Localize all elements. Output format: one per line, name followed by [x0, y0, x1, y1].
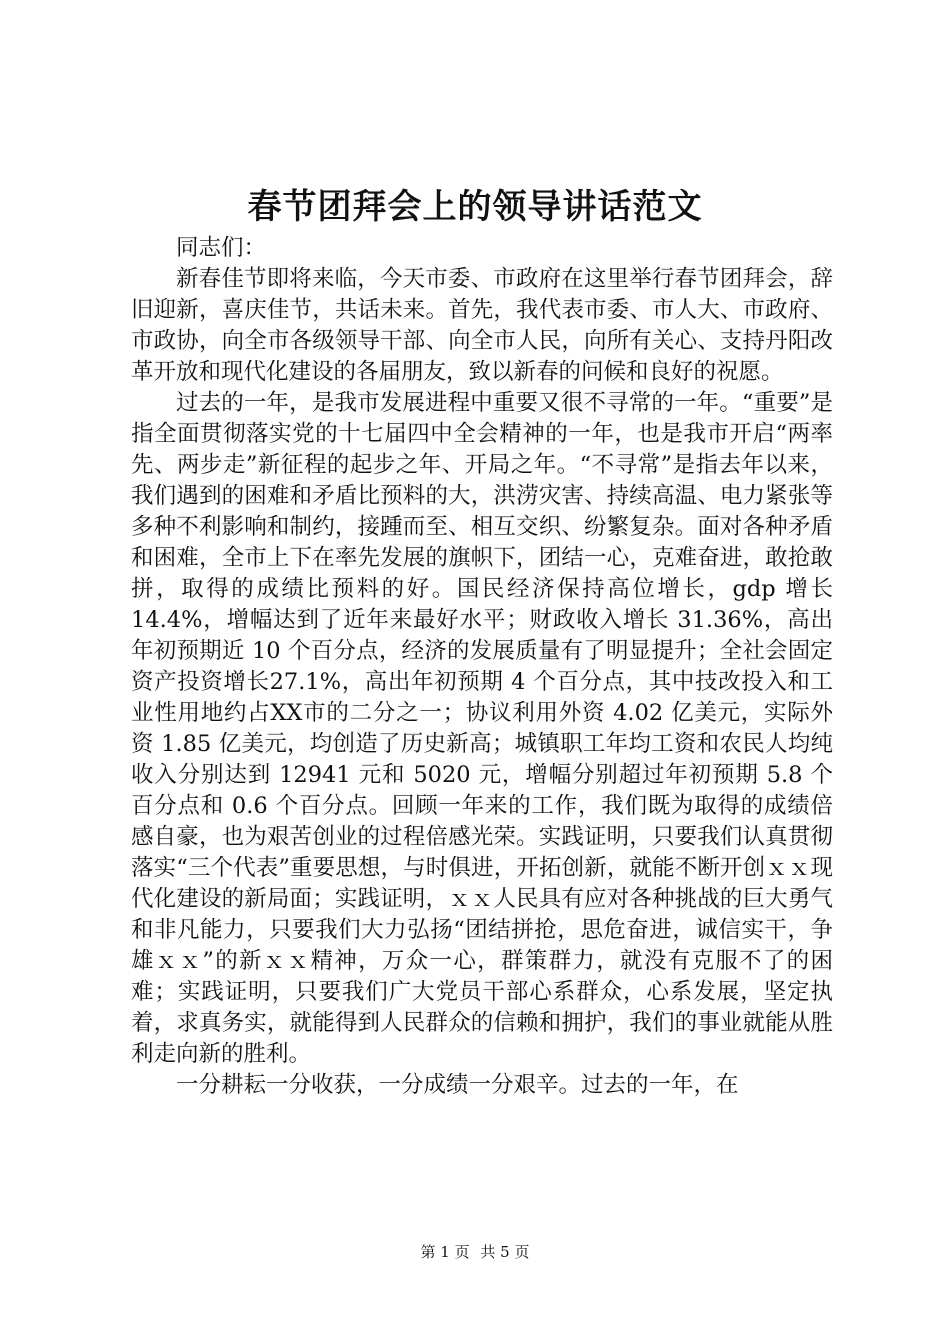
page-number-total: 共 5 页: [480, 1243, 530, 1261]
greeting-line: 同志们：: [176, 235, 267, 261]
paragraph-3: 一分耕耘一分收获，一分成绩一分艰辛。过去的一年，在: [176, 1072, 739, 1098]
document-body: [131, 233, 833, 1101]
paragraph-2: 过去的一年，是我市发展进程中重要又很不寻常的一年。“重要”是指全面贯彻落实党的十七届四中全会精神的一年，也是我市开启“两率先、两步走”新征程的起步之年、开局之年。“不寻常”是指去年以来，我们遇到的困难和矛盾比预料的大，洪涝灾害、持续高温、电力紧张等多种不利影响和制约，接踵而至、相互交织、纷繁复杂。面对各种矛盾和困难，全市上下在率先发展的旗帜下，团结一心，克难奋进，敢抢敢拼，取得的成绩比预料的好。国民经济保持高位增长，gdp 增长 14.4%，增幅达到了近年来最好水平；财政收入增长 31.36%，高出年初预期近 10 个百分点，经济的发展质量有了明显提升；全社会固定资产投资增长27.1%，高出年初预期 4 个百分点，其中技改投入和工业性用地约占XX市的二分之一；协议利用外资 4.02 亿美元，实际外资 1.85 亿美元，均创造了历史新高；城镇职工年均工资和农民人均纯收入分别达到 12941 元和 5020 元，增幅分别超过年初预期 5.8 个百分点和 0.6 个百分点。回顾一年来的工作，我们既为取得的成绩倍感自豪，也为艰苦创业的过程倍感光荣。实践证明，只要我们认真贯彻落实“三个代表”重要思想，与时俱进，开拓创新，就能不断开创ｘｘ现代化建设的新局面；实践证明，ｘｘ人民具有应对各种挑战的巨大勇气和非凡能力，只要我们大力弘扬“团结拼抢，思危奋进，诚信实干，争雄ｘｘ”的新ｘｘ精神，万众一心，群策群力，就没有克服不了的困难；实践证明，只要我们广大党员干部心系群众，心系发展，坚定执着，求真务实，就能得到人民群众的信赖和拥护，我们的事业就能从胜利走向新的胜利。: [131, 390, 833, 1067]
page-footer: [0, 1240, 950, 1264]
document-title: 春节团拜会上的领导讲话范文: [247, 187, 703, 227]
paragraph-1: 新春佳节即将来临，今天市委、市政府在这里举行春节团拜会，辞旧迎新，喜庆佳节，共话未来。首先，我代表市委、市人大、市政府、市政协，向全市各级领导干部、向全市人民，向所有关心、支持丹阳改革开放和现代化建设的各届朋友，致以新春的问候和良好的祝愿。: [131, 266, 833, 385]
page-number-current: 第 1 页: [420, 1243, 470, 1261]
